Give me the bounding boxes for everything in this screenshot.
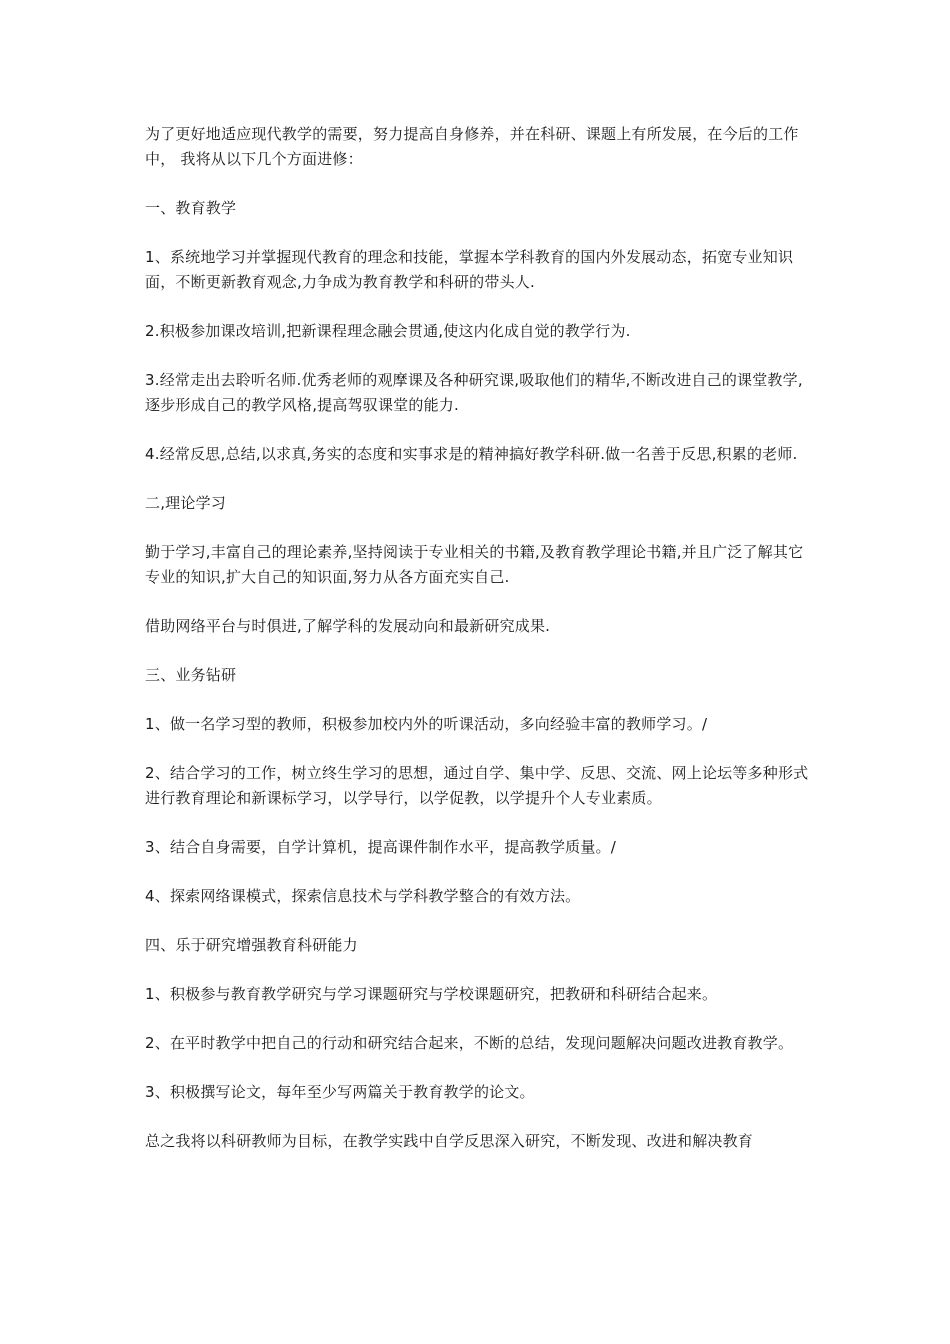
document-body [145,122,813,1178]
study-item-1: 1、积极参与教育教学研究与学习课题研究与学校课题研究，把教研和科研结合起来。 [145,985,718,1003]
research-item-1: 1、做一名学习型的教师，积极参加校内外的听课活动，多向经验丰富的教师学习。/ [145,715,708,733]
research-item-3: 3、结合自身需要，自学计算机，提高课件制作水平，提高教学质量。/ [145,838,617,856]
research-item-4: 4、探索网络课模式，探索信息技术与学科教学整合的有效方法。 [145,887,581,905]
theory-item-1: 勤于学习,丰富自己的理论素养,坚持阅读于专业相关的书籍,及教育教学理论书籍,并且广泛了解其它专业的知识,扩大自己的知识面,努力从各方面充实自己. [145,543,804,586]
teaching-item-1: 1、系统地学习并掌握现代教育的理念和技能，掌握本学科教育的国内外发展动态，拓宽专业知识面，不断更新教育观念,力争成为教育教学和科研的带头人. [145,248,794,291]
study-item-2: 2、在平时教学中把自己的行动和研究结合起来，不断的总结，发现问题解决问题改进教育教学。 [145,1034,794,1052]
intro-paragraph: 为了更好地适应现代教学的需要，努力提高自身修养，并在科研、课题上有所发展，在今后的工作中， 我将从以下几个方面进修： [145,125,799,168]
section-heading-teaching: 一、教育教学 [145,199,237,217]
study-item-3: 3、积极撰写论文，每年至少写两篇关于教育教学的论文。 [145,1083,535,1101]
teaching-item-2: 2.积极参加课改培训,把新课程理念融会贯通,使这内化成自觉的教学行为. [145,322,631,340]
section-heading-research: 三、业务钻研 [145,666,237,684]
section-heading-study: 四、乐于研究增强教育科研能力 [145,936,358,954]
research-item-2: 2、结合学习的工作，树立终生学习的思想，通过自学、集中学、反思、交流、网上论坛等多种形式进行教育理论和新课标学习，以学导行，以学促教，以学提升个人专业素质。 [145,764,809,807]
conclusion-paragraph: 总之我将以科研教师为目标，在教学实践中自学反思深入研究，不断发现、改进和解决教育 [145,1132,754,1150]
teaching-item-3: 3.经常走出去聆听名师.优秀老师的观摩课及各种研究课,吸取他们的精华,不断改进自己的课堂教学,逐步形成自己的教学风格,提高驾驭课堂的能力. [145,371,803,414]
theory-item-2: 借助网络平台与时俱进,了解学科的发展动向和最新研究成果. [145,617,551,635]
teaching-item-4: 4.经常反思,总结,以求真,务实的态度和实事求是的精神搞好教学科研.做一名善于反思,积累的老师. [145,445,798,463]
section-heading-theory: 二,理论学习 [145,494,226,512]
